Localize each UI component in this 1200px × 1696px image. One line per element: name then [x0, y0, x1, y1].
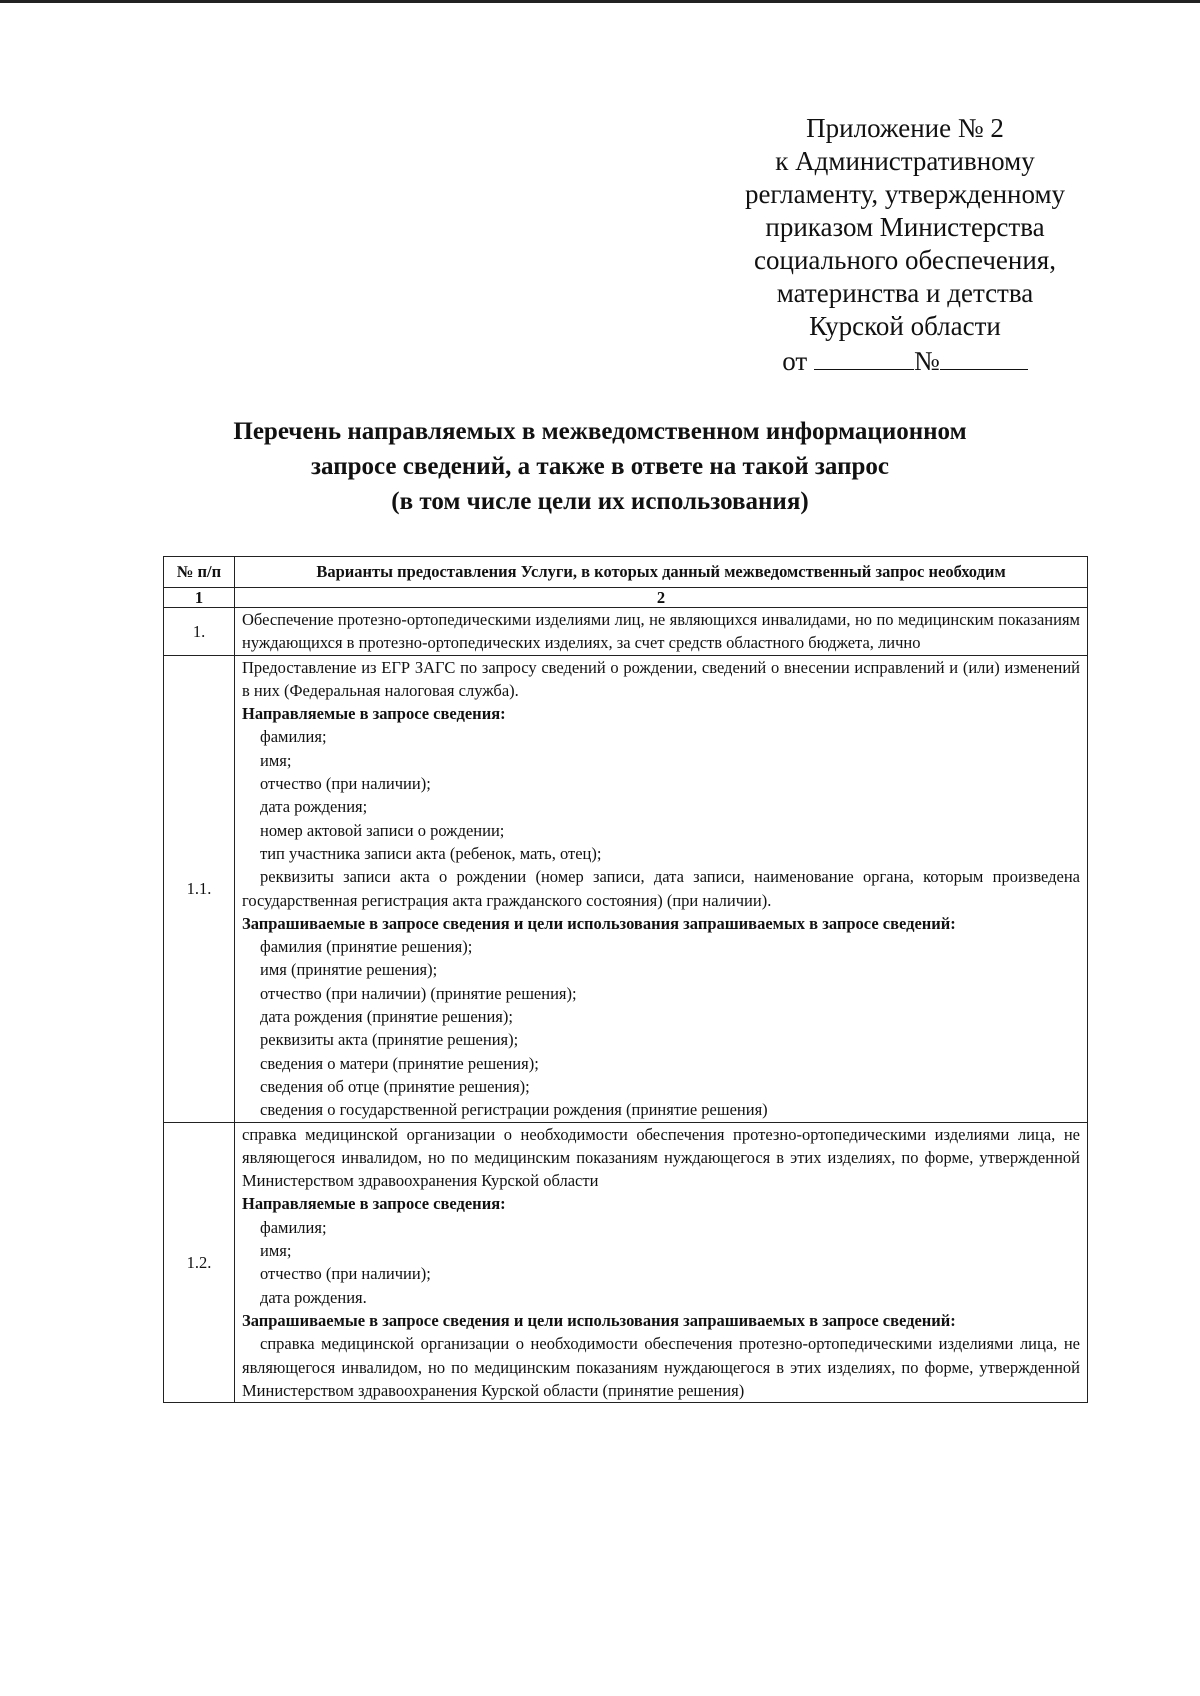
row-intro: справка медицинской организации о необходимости обеспечения протезно-ортопедическими изделиями лица, не являющегося инвалидом, но по медицинским показаниям нуждающегося в этих изделиях, по форме, утвержденной Министерством здравоохранения Курской области	[242, 1124, 1080, 1191]
list-item: сведения об отце (принятие решения);	[260, 1076, 530, 1096]
list-item: отчество (при наличии);	[260, 774, 431, 794]
appendix-line: регламенту, утвержденному	[744, 179, 1066, 209]
column-number: 2	[235, 588, 1088, 608]
header-variants: Варианты предоставления Услуги, в которых данный межведомственный запрос необходим	[235, 557, 1088, 588]
row-number: 1.	[164, 608, 235, 656]
list-item: реквизиты акта (принятие решения);	[260, 1030, 519, 1050]
requested-heading: Запрашиваемые в запросе сведения и цели использования запрашиваемых в запросе сведений:	[242, 1310, 956, 1330]
column-number-row	[164, 588, 1088, 608]
list-item: фамилия (принятие решения);	[260, 937, 473, 957]
appendix-line: Приложение № 2	[806, 113, 1004, 143]
list-item: сведения о матери (принятие решения);	[260, 1053, 539, 1073]
list-item: номер актовой записи о рождении;	[260, 820, 505, 840]
number-blank	[940, 343, 1028, 370]
appendix-line: к Административному	[775, 146, 1035, 176]
list-item: дата рождения;	[260, 797, 368, 817]
row-intro: Предоставление из ЕГР ЗАГС по запросу сведений о рождении, сведений о внесении исправлений и (или) изменений в них (Федеральная налоговая служба).	[242, 657, 1080, 700]
list-item-long: реквизиты записи акта о рождении (номер записи, дата записи, наименование органа, которым произведена государственная регистрация акта гражданского состояния) (при наличии).	[242, 867, 1080, 910]
list-item: имя (принятие решения);	[260, 960, 438, 980]
requests-table	[163, 556, 1088, 1403]
table-header-row	[164, 557, 1088, 588]
list-item: имя;	[260, 1241, 292, 1261]
row-content	[235, 655, 1088, 1122]
appendix-line: приказом Министерства	[765, 212, 1045, 242]
list-item: тип участника записи акта (ребенок, мать, отец);	[260, 843, 602, 863]
list-item-long: справка медицинской организации о необходимости обеспечения протезно-ортопедическими изделиями лица, не являющегося инвалидом, но по медицинским показаниям нуждающегося в этих изделиях, по форме, утвержденной Министерством здравоохранения Курской области (принятие решения)	[242, 1334, 1080, 1400]
number-sign: №	[913, 346, 940, 376]
list-item: дата рождения.	[260, 1287, 367, 1307]
appendix-date-line	[720, 343, 1090, 378]
sent-heading: Направляемые в запросе сведения:	[242, 1194, 506, 1214]
list-item: дата рождения (принятие решения);	[260, 1007, 513, 1027]
table-row	[164, 655, 1088, 1122]
scan-top-edge	[0, 0, 1200, 3]
row-text: Обеспечение протезно-ортопедическими изделиями лиц, не являющихся инвалидами, но по медицинским показаниям нуждающихся в протезно-ортопедических изделиях, за счет средств областного бюджета, лично	[242, 610, 1080, 653]
sent-heading: Направляемые в запросе сведения:	[242, 704, 506, 724]
row-content	[235, 608, 1088, 656]
date-prefix: от	[782, 346, 808, 376]
appendix-line: Курской области	[809, 311, 1001, 341]
title-line: Перечень направляемых в межведомственном информационном	[233, 418, 967, 445]
date-blank	[814, 343, 914, 370]
list-item: отчество (при наличии) (принятие решения);	[260, 983, 577, 1003]
row-number: 1.2.	[164, 1122, 235, 1403]
appendix-line: материнства и детства	[776, 278, 1034, 308]
row-number: 1.1.	[164, 655, 235, 1122]
table-row	[164, 1122, 1088, 1403]
list-item: имя;	[260, 750, 292, 770]
list-item: отчество (при наличии);	[260, 1264, 431, 1284]
appendix-block	[720, 112, 1090, 378]
column-number: 1	[164, 588, 235, 608]
appendix-line: социального обеспечения,	[754, 245, 1056, 275]
header-num: № п/п	[164, 557, 235, 588]
title-line: (в том числе цели их использования)	[391, 488, 809, 515]
requested-heading: Запрашиваемые в запросе сведения и цели использования запрашиваемых в запросе сведений:	[242, 913, 956, 933]
row-content	[235, 1122, 1088, 1403]
list-item: фамилия;	[260, 727, 327, 747]
title-line: запросе сведений, а также в ответе на такой запрос	[311, 453, 889, 480]
list-item: сведения о государственной регистрации рождения (принятие решения)	[260, 1100, 768, 1120]
document-title	[160, 414, 1040, 519]
table-row	[164, 608, 1088, 656]
list-item: фамилия;	[260, 1217, 327, 1237]
